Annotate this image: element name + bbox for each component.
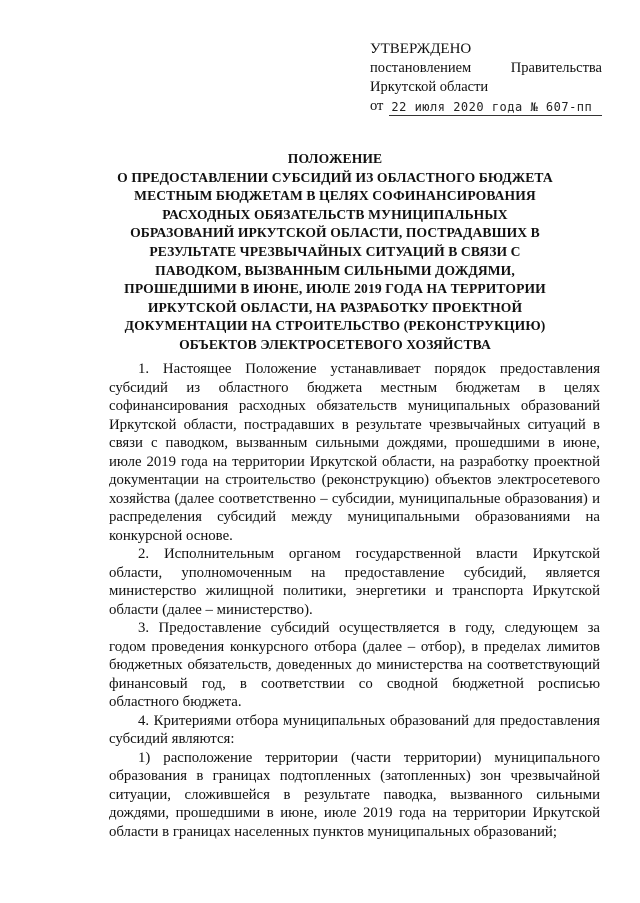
title-line: ДОКУМЕНТАЦИИ НА СТРОИТЕЛЬСТВО (РЕКОНСТРУКЦИЮ) bbox=[124, 318, 546, 334]
approval-government-word: Правительства bbox=[510, 60, 602, 76]
title-line: РЕЗУЛЬТАТЕ ЧРЕЗВЫЧАЙНЫХ СИТУАЦИЙ В СВЯЗИ С bbox=[149, 243, 521, 259]
paragraph-3: 3. Предоставление субсидий осуществляется в году, следующем за годом проведения конкурсного отбора (далее – отбор), в пределах лимитов бюджетных обязательств, доведенных до министерства на соответствующий финансовый год, в соответствии со сводной бюджетной росписью областного бюджета. bbox=[109, 620, 600, 710]
title-line: ПРОШЕДШИМИ В ИЮНЕ, ИЮЛЕ 2019 ГОДА НА ТЕРРИТОРИИ bbox=[124, 281, 546, 297]
document-body bbox=[109, 360, 600, 841]
title-line: ИРКУТСКОЙ ОБЛАСТИ, НА РАЗРАБОТКУ ПРОЕКТНОЙ bbox=[147, 299, 523, 315]
title-line: МЕСТНЫМ БЮДЖЕТАМ В ЦЕЛЯХ СОФИНАНСИРОВАНИЯ bbox=[134, 188, 536, 204]
paragraph-2: 2. Исполнительным органом государственной власти Иркутской области, уполномоченным на предоставление субсидий, является министерство жилищной политики, энергетики и транспорта Иркутской области (далее – министерство). bbox=[109, 546, 600, 618]
paragraph-4: 4. Критериями отбора муниципальных образований для предоставления субсидий являются: bbox=[109, 712, 600, 747]
approval-stamp bbox=[370, 40, 602, 116]
title-line: ОБЪЕКТОВ ЭЛЕКТРОСЕТЕВОГО ХОЗЯЙСТВА bbox=[179, 336, 491, 352]
paragraph-4-item-1: 1) расположение территории (части территории) муниципального образования в границах подтопленных (затопленных) зон чрезвычайной ситуации, сложившейся в результате паводка, вызванного сильными дождями, прошедшими в июне, июле 2019 года на территории Иркутской области в границах населенных пунктов муниципальных образований; bbox=[109, 749, 600, 840]
approval-date-prefix: от bbox=[370, 98, 384, 114]
title-line: ПОЛОЖЕНИЕ bbox=[287, 151, 383, 166]
approval-region: Иркутской области bbox=[370, 79, 489, 95]
title-line: ПАВОДКОМ, ВЫЗВАННЫМ СИЛЬНЫМИ ДОЖДЯМИ, bbox=[155, 262, 515, 278]
title-line: ОБРАЗОВАНИЙ ИРКУТСКОЙ ОБЛАСТИ, ПОСТРАДАВШИХ В bbox=[130, 225, 540, 241]
approval-decree-word: постановлением bbox=[370, 60, 472, 76]
approval-heading: УТВЕРЖДЕНО bbox=[370, 41, 472, 57]
approval-date-number: 22 июля 2020 года № 607-пп bbox=[389, 99, 602, 116]
paragraph-1: 1. Настоящее Положение устанавливает порядок предоставления субсидий из областного бюджета местным бюджетам в целях софинансирования расходных обязательств муниципальных образований Иркутской области, пострадавших в результате чрезвычайных ситуаций в связи с паводком, вызванным сильными дождями, прошедшими в июне, июле 2019 года на территории Иркутской области, на разработку проектной документации на строительство (реконструкцию) объектов электросетевого хозяйства (далее соответственно – субсидии, муниципальные образования) и распределения субсидий между муниципальными образованиями на конкурсной основе. bbox=[109, 361, 600, 544]
approval-decree-line bbox=[370, 59, 602, 78]
title-line: О ПРЕДОСТАВЛЕНИИ СУБСИДИЙ ИЗ ОБЛАСТНОГО БЮДЖЕТА bbox=[117, 169, 553, 185]
title-line: РАСХОДНЫХ ОБЯЗАТЕЛЬСТВ МУНИЦИПАЛЬНЫХ bbox=[162, 206, 508, 222]
document-title bbox=[108, 150, 562, 355]
approval-date-line bbox=[370, 97, 602, 116]
